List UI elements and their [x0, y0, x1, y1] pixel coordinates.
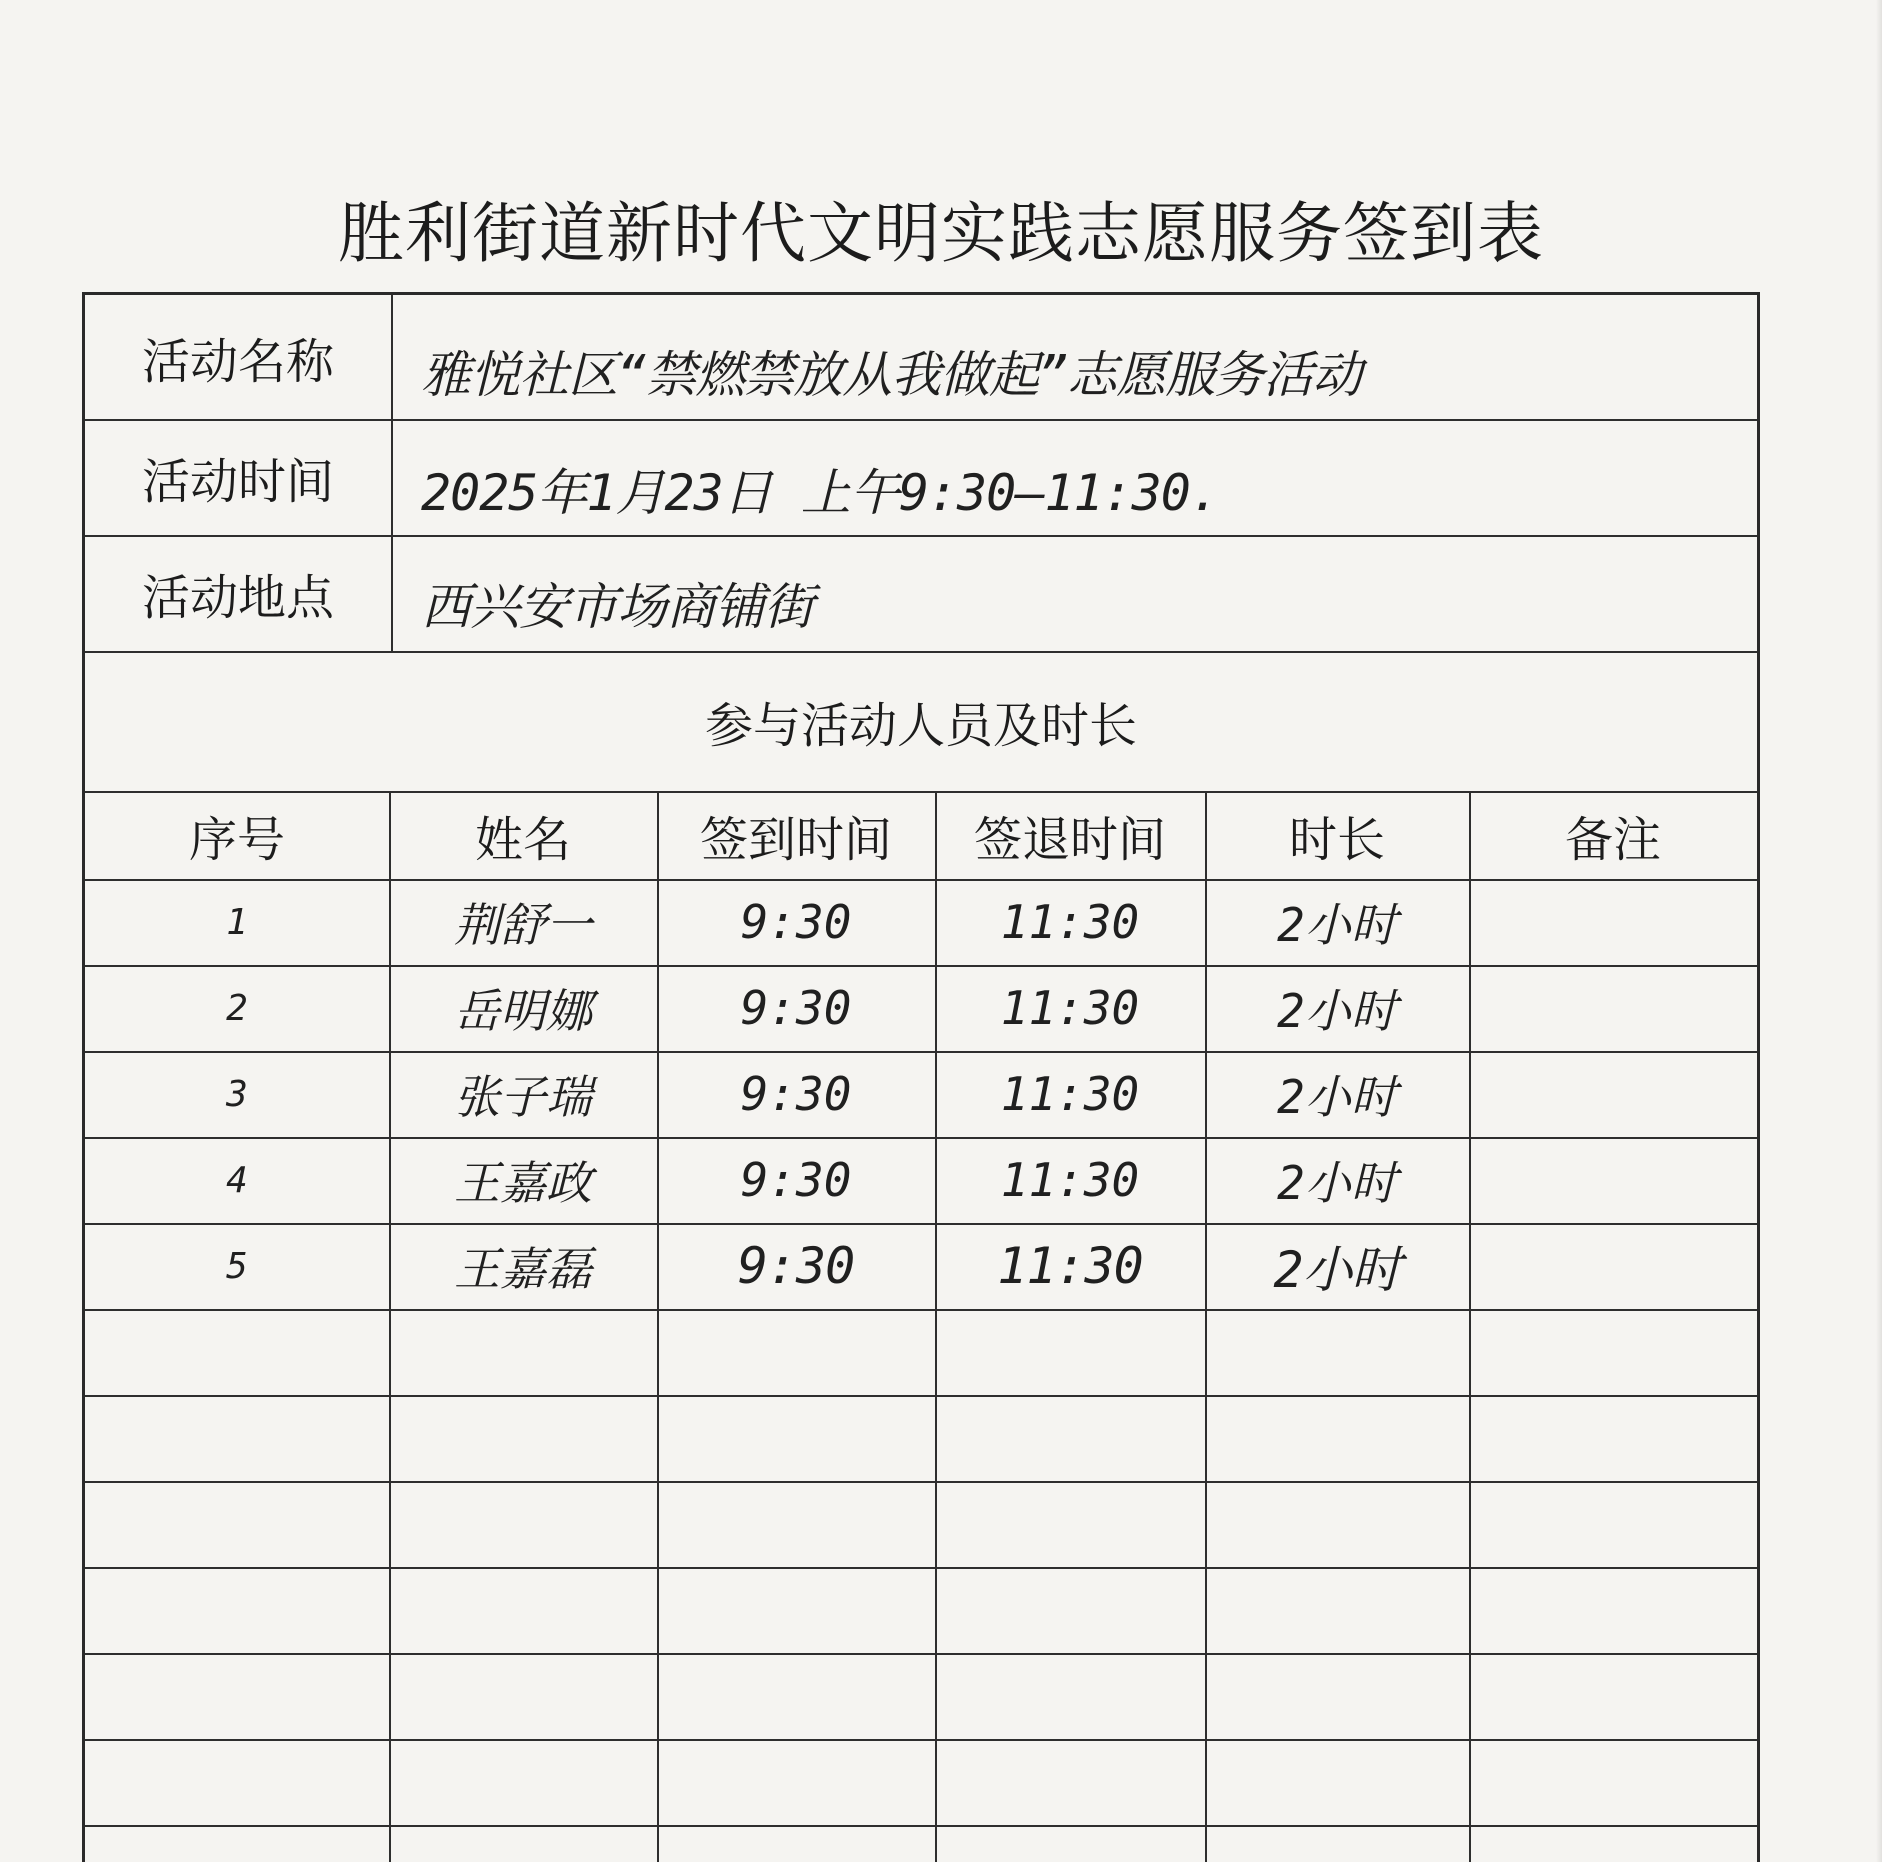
row-duration: 2小时 [1277, 1070, 1397, 1124]
header-cell-signin [657, 791, 935, 879]
row-no: 3 [226, 1073, 248, 1115]
activity-name-label-cell [85, 295, 391, 419]
header-cell-duration [1205, 791, 1469, 879]
header-note: 备注 [1564, 811, 1661, 868]
row-signout-cell [935, 1223, 1205, 1309]
row-signin: 9:30 [740, 1153, 852, 1207]
activity-name-label: 活动名称 [141, 333, 334, 390]
row-signin: 9:30 [740, 981, 852, 1035]
table-row [85, 1137, 389, 1223]
row-divider [85, 1567, 1757, 1569]
row-signin-cell [657, 1137, 935, 1223]
info-column-divider [391, 295, 393, 651]
row-duration-cell [1205, 1137, 1469, 1223]
row-signin: 9:30 [737, 1237, 855, 1295]
row-signout: 11:30 [1000, 1153, 1140, 1207]
activity-name-value: 雅悦社区“禁燃禁放从我做起”志愿服务活动 [421, 346, 1362, 404]
row-no: 1 [226, 901, 248, 943]
activity-time-label-cell [85, 419, 391, 535]
activity-place-label: 活动地点 [141, 569, 334, 626]
header-duration: 时长 [1288, 811, 1385, 868]
row-signout: 11:30 [1000, 981, 1140, 1035]
header-signin-time: 签到时间 [699, 811, 892, 868]
row-name: 王嘉磊 [454, 1242, 592, 1296]
row-name: 岳明娜 [454, 984, 592, 1038]
table-row [85, 879, 389, 965]
row-note-cell [1469, 965, 1757, 1051]
row-signout-cell [935, 965, 1205, 1051]
row-duration: 2小时 [1277, 984, 1397, 1038]
document-title: 胜利街道新时代文明实践志愿服务签到表 [338, 195, 1544, 272]
row-signout-cell [935, 1051, 1205, 1137]
header-cell-note [1469, 791, 1757, 879]
activity-place-label-cell [85, 535, 391, 651]
row-divider [85, 1653, 1757, 1655]
row-name: 王嘉政 [454, 1156, 592, 1210]
signin-form [82, 292, 1760, 1862]
row-signout-cell [935, 1137, 1205, 1223]
row-duration: 2小时 [1273, 1241, 1401, 1299]
row-signout: 11:30 [997, 1237, 1143, 1295]
row-no: 4 [226, 1159, 248, 1201]
activity-time-label: 活动时间 [141, 453, 334, 510]
row-divider [85, 1481, 1757, 1483]
activity-time-value: 2025年1月23日 上午9:30—11:30. [421, 464, 1219, 522]
header-no: 序号 [188, 811, 285, 868]
row-no: 5 [226, 1245, 248, 1287]
participants-heading-cell [85, 651, 1757, 791]
paper-edge-shadow [1876, 0, 1882, 1862]
row-divider [85, 1309, 1757, 1311]
header-cell-name [389, 791, 657, 879]
row-name-cell [389, 965, 657, 1051]
row-name: 荆舒一 [454, 898, 592, 952]
row-signout-cell [935, 879, 1205, 965]
activity-place-value: 西兴安市场商铺街 [421, 578, 813, 636]
table-row [85, 965, 389, 1051]
row-signout: 11:30 [1000, 895, 1140, 949]
header-name: 姓名 [474, 811, 571, 868]
row-name-cell [389, 1137, 657, 1223]
row-signout: 11:30 [1000, 1067, 1140, 1121]
participants-heading: 参与活动人员及时长 [704, 697, 1137, 754]
row-signin-cell [657, 1223, 935, 1309]
row-note-cell [1469, 879, 1757, 965]
row-no: 2 [226, 987, 248, 1029]
row-note-cell [1469, 1137, 1757, 1223]
header-cell-signout [935, 791, 1205, 879]
row-signin: 9:30 [740, 895, 852, 949]
row-divider [85, 1395, 1757, 1397]
header-cell-no [85, 791, 389, 879]
row-name-cell [389, 1223, 657, 1309]
row-signin-cell [657, 879, 935, 965]
row-name-cell [389, 1051, 657, 1137]
row-signin-cell [657, 965, 935, 1051]
header-signout-time: 签退时间 [973, 811, 1166, 868]
row-divider [85, 1825, 1757, 1827]
row-duration: 2小时 [1277, 898, 1397, 952]
row-signin-cell [657, 1051, 935, 1137]
row-name-cell [389, 879, 657, 965]
row-duration-cell [1205, 965, 1469, 1051]
row-note-cell [1469, 1223, 1757, 1309]
row-name: 张子瑞 [454, 1070, 592, 1124]
row-duration-cell [1205, 1223, 1469, 1309]
row-duration: 2小时 [1277, 1156, 1397, 1210]
table-row [85, 1051, 389, 1137]
row-note-cell [1469, 1051, 1757, 1137]
table-row [85, 1223, 389, 1309]
row-duration-cell [1205, 879, 1469, 965]
row-duration-cell [1205, 1051, 1469, 1137]
row-divider [85, 1739, 1757, 1741]
row-signin: 9:30 [740, 1067, 852, 1121]
